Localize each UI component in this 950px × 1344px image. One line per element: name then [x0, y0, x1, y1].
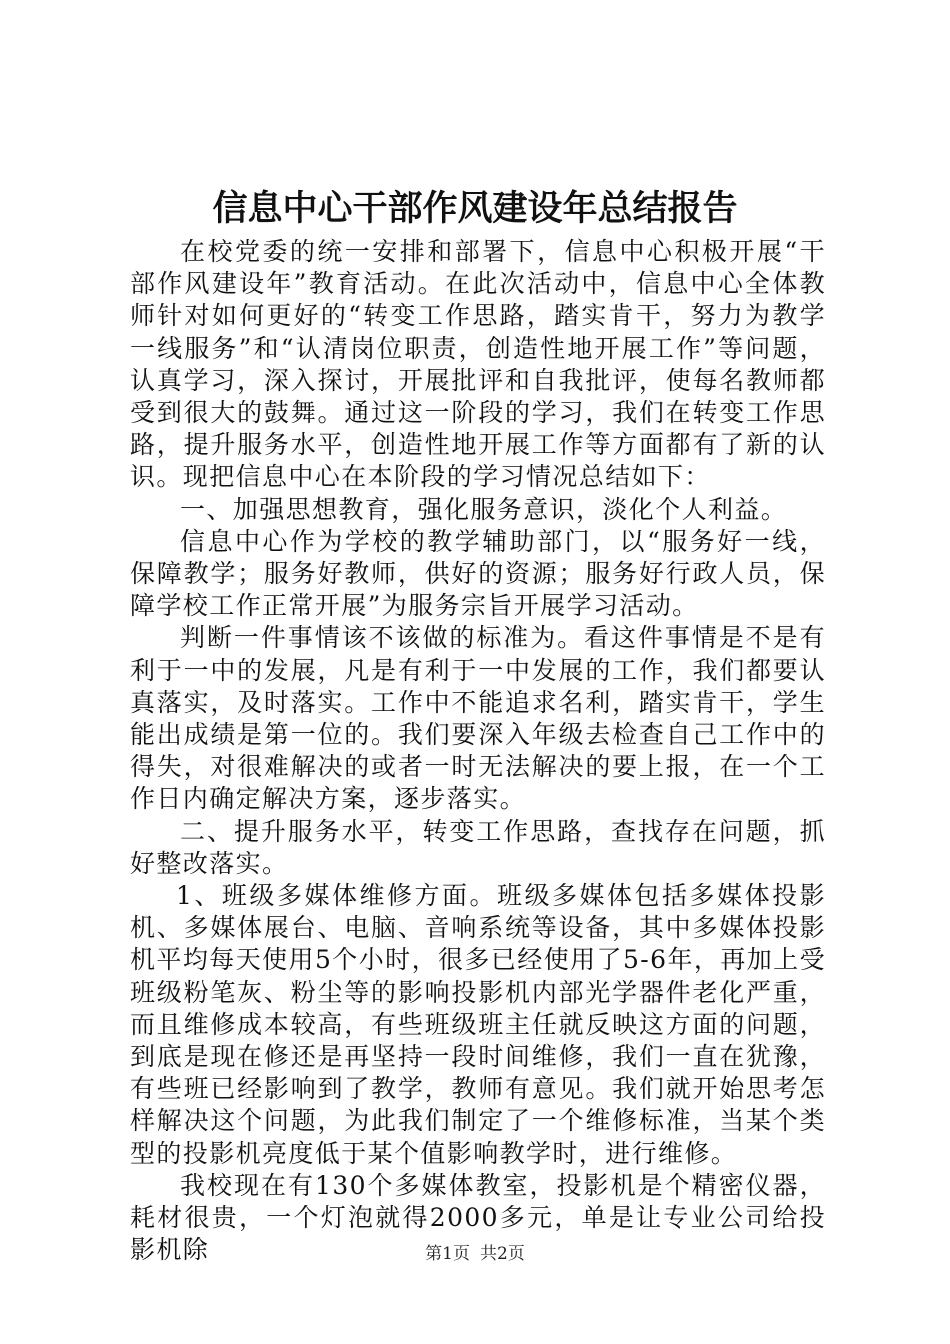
section-heading-1: 一、加强思想教育，强化服务意识，淡化个人利益。 — [180, 494, 788, 524]
document-body — [130, 236, 826, 1267]
page-number: 第1页 — [425, 1244, 470, 1264]
paragraph-multimedia-repair: 1、班级多媒体维修方面。班级多媒体包括多媒体投影机、多媒体展台、电脑、音响系统等设备，其中多媒体投影机平均每天使用5个小时，很多已经使用了5-6年，再加上受班级粉笔灰、粉尘等的影响投影机内部光学器件老化严重，而且维修成本较高，有些班级班主任就反映这方面的问题，到底是现在修还是再坚持一段时间维修，我们一直在犹豫，有些班已经影响到了教学，教师有意见。我们就开始思考怎样解决这个问题，为此我们制定了一个维修标准，当某个类型的投影机亮度低于某个值影响教学时，进行维修。 — [130, 881, 826, 1168]
paragraph-judgement-standard: 判断一件事情该不该做的标准为。看这件事情是不是有利于一中的发展，凡是有利于一中发展的工作，我们都要认真落实，及时落实。工作中不能追求名利，踏实肯干，学生能出成绩是第一位的。我们要深入年级去检查自己工作中的得失，对很难解决的或者一时无法解决的要上报，在一个工作日内确定解决方案，逐步落实。 — [130, 623, 826, 814]
paragraph-intro: 在校党委的统一安排和部署下，信息中心积极开展“干部作风建设年”教育活动。在此次活动中，信息中心全体教师针对如何更好的“转变工作思路，踏实肯干，努力为教学一线服务”和“认清岗位职责，创造性地开展工作”等问题，认真学习，深入探讨，开展批评和自我批评，使每名教师都受到很大的鼓舞。通过这一阶段的学习，我们在转变工作思路，提升服务水平，创造性地开展工作等方面都有了新的认识。现把信息中心在本阶段的学习情况总结如下： — [130, 237, 826, 492]
document-title: 信息中心干部作风建设年总结报告 — [212, 188, 738, 229]
paragraph-service-purpose: 信息中心作为学校的教学辅助部门，以“服务好一线，保障教学；服务好教师，供好的资源；服务好行政人员，保障学校工作正常开展”为服务宗旨开展学习活动。 — [130, 526, 826, 621]
page-total: 共2页 — [480, 1244, 525, 1264]
page-footer — [0, 1243, 950, 1265]
paragraph-multimedia-classrooms: 我校现在有130个多媒体教室，投影机是个精密仪器，耗材很贵，一个灯泡就得2000多元，单是让专业公司给投影机除 — [130, 1170, 826, 1265]
section-heading-2: 二、提升服务水平，转变工作思路，查找存在问题，抓好整改落实。 — [130, 816, 826, 878]
